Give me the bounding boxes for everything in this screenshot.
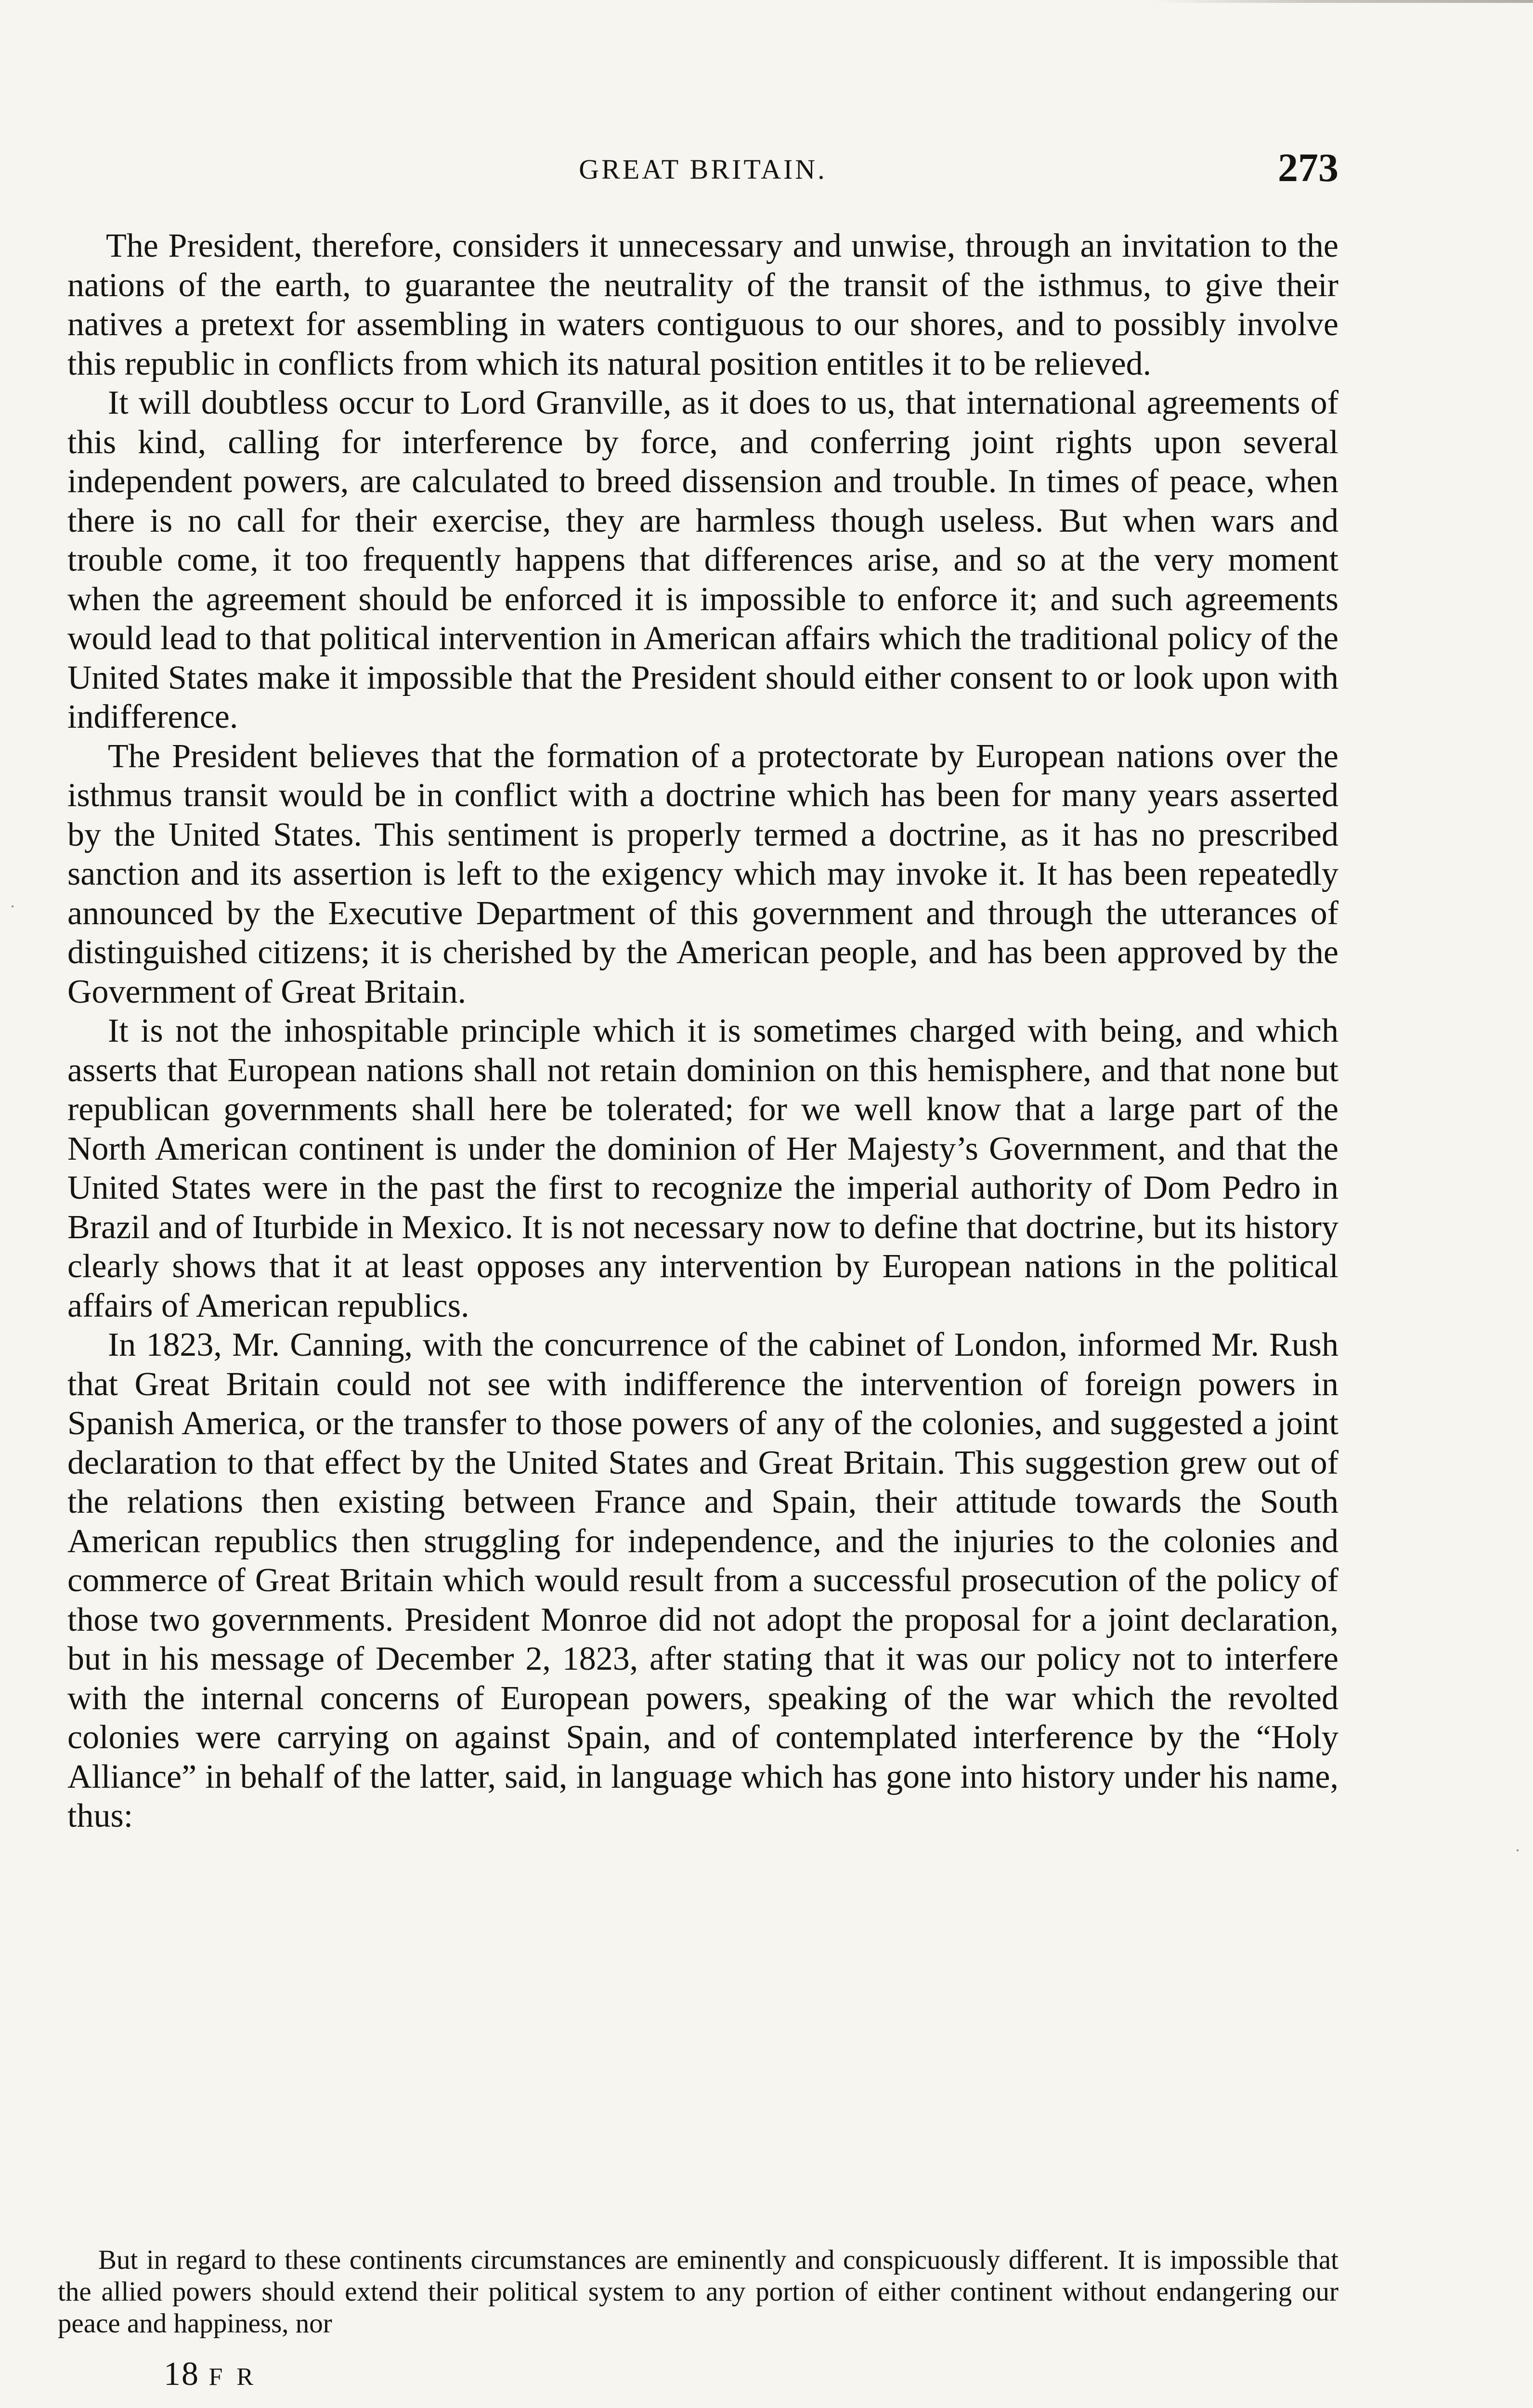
top-edge-shadow: [1156, 0, 1533, 3]
paragraph-1: The President, therefore, considers it unnecessary and unwise, through an invitation to the nations of the earth, to guarantee the neutrality of the transit of the isthmus, to give their natives a pretext for assembling in waters contiguous to our shores, and to possibly involve this republic in conflicts from which its natural position entitles it to be relieved.: [67, 227, 1338, 382]
page-number: 273: [1278, 145, 1338, 190]
block-quote: But in regard to these continents circumstances are eminently and conspicuously different. It is impossible that the allied powers should extend their political system to any portion of either continent without endangering our peace and happiness, nor: [58, 2245, 1338, 2339]
margin-speck: [12, 905, 13, 907]
margin-speck: [1517, 1849, 1519, 1851]
paragraph-3: The President believes that the formation of a protectorate by European nations over the isthmus transit would be in conflict with a doctrine which has been for many years asserted by the United States. This sentiment is properly termed a doctrine, as it has no prescribed sanction and its assertion is left to the exigency which may invoke it. It has been repeatedly announced by the Executive Department of this government and through the utterances of distinguished citizens; it is cherished by the American people, and has been approved by the Government of Great Britain.: [67, 737, 1338, 1010]
paragraph-5: In 1823, Mr. Canning, with the concurrence of the cabinet of London, informed Mr. Rush that Great Britain could not see with indifference the intervention of foreign powers in Spanish America, or the transfer to those powers of any of the colonies, and suggested a joint declaration to that effect by the United States and Great Britain. This suggestion grew out of the relations then existing between France and Spain, their attitude towards the South American republics then struggling for independence, and the injuries to the colonies and commerce of Great Britain which would result from a successful prosecution of the policy of those two governments. President Monroe did not adopt the proposal for a joint declaration, but in his message of December 2, 1823, after stating that it was our policy not to interfere with the internal concerns of European powers, speaking of the war which the revolted colonies were carrying on against Spain, and of contemplated interference by the “Holy Alliance” in behalf of the latter, said, in language which has gone into history under his name, thus:: [67, 1326, 1338, 1834]
signature-number: 18: [164, 2356, 199, 2393]
printer-signature: [164, 2355, 257, 2394]
body-text: [67, 226, 1338, 1836]
running-title: GREAT BRITAIN.: [579, 154, 827, 185]
running-head: [67, 144, 1338, 197]
signature-letters: F R: [208, 2363, 258, 2391]
paragraph-2: It will doubtless occur to Lord Granville, as it does to us, that international agreements of this kind, calling for interference by force, and conferring joint rights upon several independent powers, are calculated to breed dissension and trouble. In times of peace, when there is no call for their exercise, they are harmless though useless. But when wars and trouble come, it too frequently happens that differences arise, and so at the very moment when the agreement should be enforced it is impossible to enforce it; and such agreements would lead to that political intervention in American affairs which the traditional policy of the United States make it impossible that the President should either consent to or look upon with indifference.: [67, 384, 1338, 735]
paragraph-4: It is not the inhospitable principle which it is sometimes charged with being, and which asserts that European nations shall not retain dominion on this hemisphere, and that none but republican governments shall here be tolerated; for we well know that a large part of the North American continent is under the dominion of Her Majesty’s Government, and that the United States were in the past the first to recognize the imperial authority of Dom Pedro in Brazil and of Iturbide in Mexico. It is not necessary now to define that doctrine, but its history clearly shows that it at least opposes any intervention by European nations in the political affairs of American republics.: [67, 1012, 1338, 1324]
